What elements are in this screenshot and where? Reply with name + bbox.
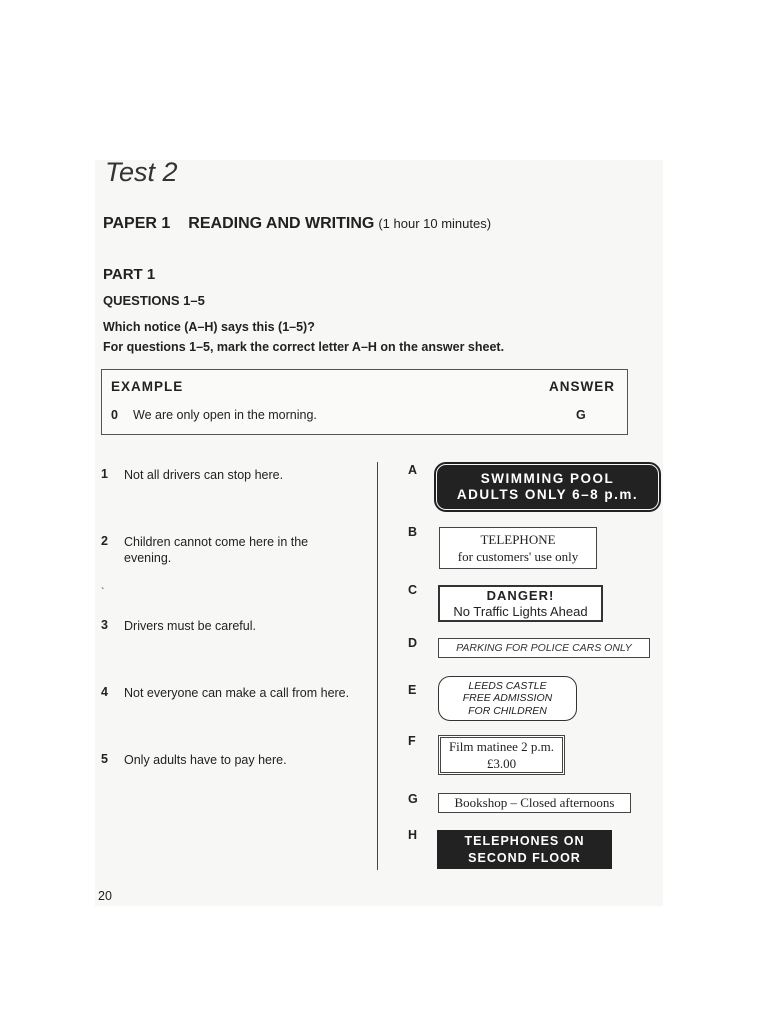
paper-name: READING AND WRITING [188, 215, 375, 232]
notice-line: Bookshop – Closed afternoons [454, 795, 615, 810]
question-text: Not all drivers can stop here. [124, 468, 284, 482]
notice-letter-a: A [408, 463, 418, 477]
notice-letter-b: B [408, 525, 418, 539]
questions-heading: QUESTIONS 1–5 [103, 293, 205, 308]
question-number: 1 [101, 467, 108, 481]
notice-line: No Traffic Lights Ahead [453, 603, 588, 619]
question-text: Only adults have to pay here. [124, 753, 287, 767]
notice-letter-h: H [408, 828, 418, 842]
notice-g [438, 793, 631, 813]
question-number: 3 [101, 618, 108, 632]
notice-b [439, 527, 597, 569]
instruction-line-2: For questions 1–5, mark the correct letter A–H on the answer sheet. [103, 340, 505, 354]
notice-line: DANGER! [486, 587, 555, 603]
question-text-line: evening. [124, 551, 172, 565]
example-number: 0 [111, 408, 118, 422]
example-box [101, 369, 628, 435]
paper-heading [103, 215, 491, 233]
instruction-line-1: Which notice (A–H) says this (1–5)? [103, 320, 315, 334]
test-title: Test 2 [105, 157, 178, 187]
question-text: Not everyone can make a call from here. [124, 686, 350, 700]
notice-letter-d: D [408, 636, 418, 650]
notice-letter-c: C [408, 583, 418, 597]
answer-heading: ANSWER [549, 379, 615, 394]
example-answer: G [576, 408, 586, 422]
question-text-line: Children cannot come here in the [124, 535, 309, 549]
notice-line: FOR CHILDREN [468, 704, 547, 717]
notice-line: ADULTS ONLY 6–8 p.m. [456, 487, 639, 502]
stray-mark: ` [101, 587, 105, 598]
notice-h [437, 830, 612, 869]
example-text: We are only open in the morning. [133, 408, 317, 422]
column-divider [377, 462, 378, 870]
notice-line: TELEPHONE [480, 532, 556, 547]
paper-duration: (1 hour 10 minutes) [378, 216, 492, 231]
notice-line: PARKING FOR POLICE CARS ONLY [456, 642, 632, 654]
question-text: Drivers must be careful. [124, 619, 256, 633]
notice-line: £3.00 [486, 756, 517, 771]
notice-line: SWIMMING POOL [480, 471, 615, 486]
notice-line: FREE ADMISSION [462, 692, 553, 705]
page-number: 20 [98, 889, 112, 903]
part-heading: PART 1 [103, 266, 156, 283]
notice-f [438, 735, 565, 775]
notice-a [437, 465, 658, 509]
notice-line: Film matinee 2 p.m. [448, 739, 555, 754]
example-heading: EXAMPLE [111, 379, 184, 394]
notice-d [438, 638, 650, 658]
question-number: 4 [101, 685, 108, 699]
notice-letter-g: G [408, 792, 418, 806]
notice-line: for customers' use only [457, 549, 579, 564]
paper-label: PAPER 1 [103, 215, 171, 232]
question-number: 5 [101, 752, 108, 766]
notice-line: LEEDS CASTLE [468, 679, 547, 692]
notice-line: TELEPHONES ON [464, 833, 585, 848]
notice-c [438, 585, 603, 622]
notice-e [438, 676, 577, 721]
question-text [124, 534, 364, 566]
notice-letter-e: E [408, 683, 417, 697]
question-number: 2 [101, 534, 108, 548]
notice-letter-f: F [408, 734, 416, 748]
notice-line: SECOND FLOOR [468, 850, 581, 865]
